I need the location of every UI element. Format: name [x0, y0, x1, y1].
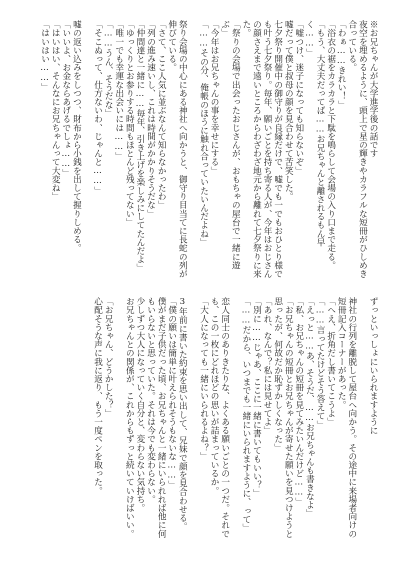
upper-text-block: ※お兄ちゃんが大学進学後の話です 夜空を埋めるように、頭上で星の輝きやカラフルな短冊がひしめき合っている。 「わぁ……きれい！」 「浴衣の裾をカラカラと下駄を鳴らして会場の入り口まで走る。 「もう、大丈夫だってば……お兄ちゃんと離されるもん早く……」 「嘘つけ、迷子になっても知らないぞ」 嘘だって僕と叔母の顔を見合わせて苦笑した。 七夕祭り開催中の御守りが良縁だけで、嘘でも一でもおひとり様でも叶う七夕祭り。毎年、願いごとを持ち寄る人が、今年はおじさんの顔さえまで遠いところからわざわざ地元から離れて七夕祭りに来た。 「祭りの会場で出会ったおじさんが、おもちゃの屋台で一緒に遊ぶ」 「今年はお兄ちゃんの事を幸せにする」 「……その分、俺帳のほうに触れ合っていたいんだよね」 祭り会場の中心にある神社へ向かうと、御守り目当てに長蛇の列が伸びている。 「さて、ここ人気に並ぶなんて知らなかったわ」 「列の進み速いし、これは時間がかかりそうだな」 「仲間達と一緒に……毎年、引き上げを楽しみにしてたんだよ」 「ゆっくりとお参りする時間もほとんど残ってない」 「唯一でも幸運な出会いには……」 「……うん、そうだな」 「そこぬって、仕方ないわ、じゃんと……」 嘘の返い込みをしつつ、財布から小銭を出して握りしめる。 「いいよ、お金ならあげるでしょ……」 「はいはい、そんなにお兄ちゃんって大変ね」 「はいはい……」 [39, 20, 378, 278]
lower-text-block: ずっといっしょにいられますように 神社の行列を離脱して屋台へ向かう。その途中に来場者向けの短冊記入コーナーがあった。 「へえ、折角だし書いてこうよ」 「……言ってたけどそう答えて」 「えっと……あ、そうだ、……お兄ちゃんも書きなよ」 「私、お兄ちゃんの短冊を見てみたいんだけど……」 「お兄ちゃんの短冊とお兄ちゃんが寄せた願いを見つけようと思ったが、何故だか恥ずかしくなった」 「あれ、なんで？私には見せてよ」 「別に……じゃあ、ここに一緒に書いてもいい？」 「……だから、いつまでも一緒にいられますように、って」 恋人同士のありきたりな、よくある願いごとの一つだ。それでも、この一枚にどれほどの思いが詰まっているか。 「大人になっても一緒にいられるよね？」 3年前に書いた約束を思い出して、兄妹で顔を見合わせる。 「僕の願いは簡単に叶えられそうもないな……」 僕がまだ子供だった頃、お兄ちゃんと一緒にいられれば他に何もいらないと思っていた。それは今でも変わらない。 少しずつ大人になっていく自分と、変わらない気持ち。 お兄ちゃんとの関係が、これからもずっと続いていけばいい。 「お兄ちゃん、どうかした？」 心配そうな声に我に返り、もう一度ペンを取った。 [92, 297, 378, 538]
